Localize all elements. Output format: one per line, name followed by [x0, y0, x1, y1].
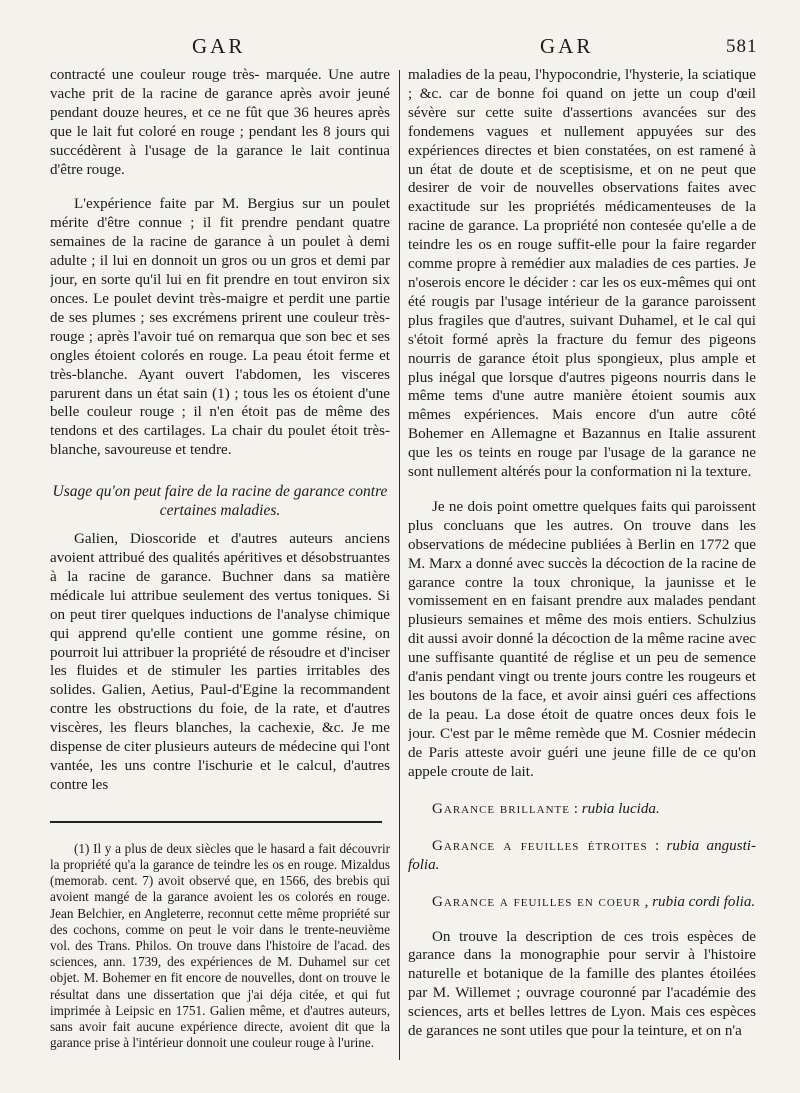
- right-paragraph-1: maladies de la peau, l'hypocondrie, l'hysterie, la sciatique ; &c. car de bonne foi quand on jette un coup d'œil sévère sur cette suite d'assertions avancées sur des fondemens vagues et nullement appuyées sur des expériences directes et bien constatées, on est ramené à un état de doute et de sceptisisme, et on ne peut que desirer de voir de nouvelles observations faites avec exactitude sur les propriétés médicamenteuses de la racine de garance. La propriété non contesée qu'elle a de teindre les os en rouge suffit-elle pour la faire regarder comme propre à remédier aux maladies de ces parties. Je n'oserois encore le décider : car les os eux-mêmes qui ont été rougis par l'usage intérieur de la garance paroissent plus fragiles que d'autres, suivant Duhamel, et le cal qui s'étoit formé après la fracture du femur des pigeons nourris de garance étoit plus spongieux, plus ample et plus inégal que lorsque d'autres pigeons nourris dans le même tems d'une autre manière étoient soumis aux mêmes expériences. Mais encore d'un autre côté Bohemer en Allemagne et Bazannus en Italie assurent que les os teints en rouge par l'usage de la garance ne sont nullement altérés pour la conformation ni la texture.: [408, 67, 756, 481]
- species-name: Garance brillante: [432, 800, 570, 817]
- species-latin: rubia cordi folia.: [652, 893, 756, 910]
- species-name: Garance a feuilles en coeur: [432, 893, 641, 910]
- species-entry-3: Garance a feuilles en coeur , rubia cordi folia.: [432, 893, 756, 910]
- running-head: [0, 34, 800, 62]
- species-entry-2: Garance a feuilles étroites : rubia angusti-folia.: [408, 837, 756, 873]
- section-heading: Usage qu'on peut faire de la racine de garance contre certaines maladies.: [52, 483, 388, 520]
- page-number: 581: [726, 36, 758, 57]
- right-paragraph-2: Je ne dois point omettre quelques faits qui paroissent plus concluans que les autres. On trouve dans les observations de médecine publiées à Berlin en 1772 que M. Marx a donné avec succès la décoction de la racine de garance contre la toux chronique, la jaunisse et le vomissement en en faisant prendre aux malades pendant plusieurs semaines et même des mois entiers. Schulzius dit aussi avoir donné la décoction de la même racine avec une suffisante quantité de réglise et un peu de semence d'anis pendant vingt ou trente jours contre les rougeurs et les boutons de la face, et avoir ainsi guéri ces affections de la peau. La dose étoit de quatre onces deux fois le jour. C'est par le même remède que M. Cosnier médecin de Paris atteste avoir guéri une jeune fille de ce qu'on appele croute de lait.: [408, 498, 756, 780]
- species-entry-1: Garance brillante : rubia lucida.: [432, 800, 660, 817]
- species-latin: rubia lucida.: [581, 800, 660, 817]
- running-head-left: GAR: [192, 34, 246, 58]
- left-paragraph-3: Galien, Dioscoride et d'autres auteurs anciens avoient attribué des qualités apéritives et désobstruantes à la racine de garance. Buchner dans sa matière médicale lui attribue seulement des vertus toniques. Si on peut tirer quelques inductions de l'analyse chimique qui apprend qu'elle contient une gomme résine, on pourroit lui attribuer la propriété de résoudre et d'inciser les fluides et de stimuler les parties irritables des solides. Galien, Aetius, Paul-d'Egine la recommandent contre les obstructions du foie, de la rate, et d'autres viscères, les fleurs blanches, la cachexie, &c. Je me dispense de citer plusieurs auteurs de médecine qui l'ont vantée, les uns contre l'ischurie et le calcul, d'autres contre les: [50, 531, 390, 793]
- species-latin: rubia angusti-folia.: [408, 837, 756, 873]
- footnote-rule: [50, 821, 382, 823]
- species-name: Garance a feuilles étroites: [432, 837, 648, 854]
- right-paragraph-3: On trouve la description de ces trois espèces de garance dans la monographie pour servir à l'histoire naturelle et botanique de la famille des plantes étoilées par M. Willemet ; ouvrage couronné par l'académie des sciences, arts et belles lettres de Lyon. Mais ces espèces de garances ne sont utiles que pour la teinture, et on n'a: [408, 928, 756, 1040]
- left-column: [50, 66, 390, 1076]
- left-paragraph-2: L'expérience faite par M. Bergius sur un poulet mérite d'être connue ; il fit prendre pendant quatre semaines de la racine de garance à un poulet à demi adulte ; il lui en donnoit un gros ou un gros et demi par jour, en sorte qu'il lui en fit prendre en tout environ six onces. Le poulet devint très-maigre et perdit une partie de ses plumes ; ses excrémens prirent une couleur très-rouge ; après l'avoir tué on remarqua que son bec et ses ongles étoient colorés en rouge. La peau étoit ferme et très-blanche. Ayant ouvert l'abdomen, les visceres parurent dans un état sain (1) ; tous les os étoient d'une belle couleur rouge ; il n'en étoit pas de même des tendons et des cartilages. La chair du poulet étoit très-blanche, savoureuse et tendre.: [50, 196, 390, 459]
- footnote: (1) Il y a plus de deux siècles que le hasard a fait découvrir la propriété qu'a la garance de teindre les os en rouge. Mizaldus (memorab. cent. 7) avoit observé que, en 1566, des brebis qui avoient mangé de la garance avoient les os colorés en rouge. Jean Belchier, en Angleterre, reconnut cette même propriété sur des cochons, comme on peut le voir dans le trente-neuvième vol. des Trans. Philos. On trouve dans l'histoire de l'acad. des sciences, ann. 1739, des expériences de M. Duhamel sur cet objet. M. Bohemer en fit encore de nouvelles, dont on trouve le résultat dans une dissertation que j'ai déja citée, et qui fut imprimée à Leipsic en 1751. Galien même, et d'autres auteurs, sans avoir fait aucune expérience directe, avoient dit que la garance prise à l'intérieur donnoit une couleur rouge à l'urine.: [50, 840, 390, 1051]
- column-divider: [399, 70, 400, 1060]
- running-head-right: GAR: [540, 34, 594, 58]
- left-paragraph-1: contracté une couleur rouge très- marquée. Une autre vache prit de la racine de garance après avoir jeuné pendant douze heures, et ce ne fût que 36 heures après que le lait fut coloré en rouge ; pendant les 8 jours qui succédèrent à l'usage de la garance le lait continua d'être rouge.: [50, 67, 390, 178]
- right-column: [408, 66, 756, 1076]
